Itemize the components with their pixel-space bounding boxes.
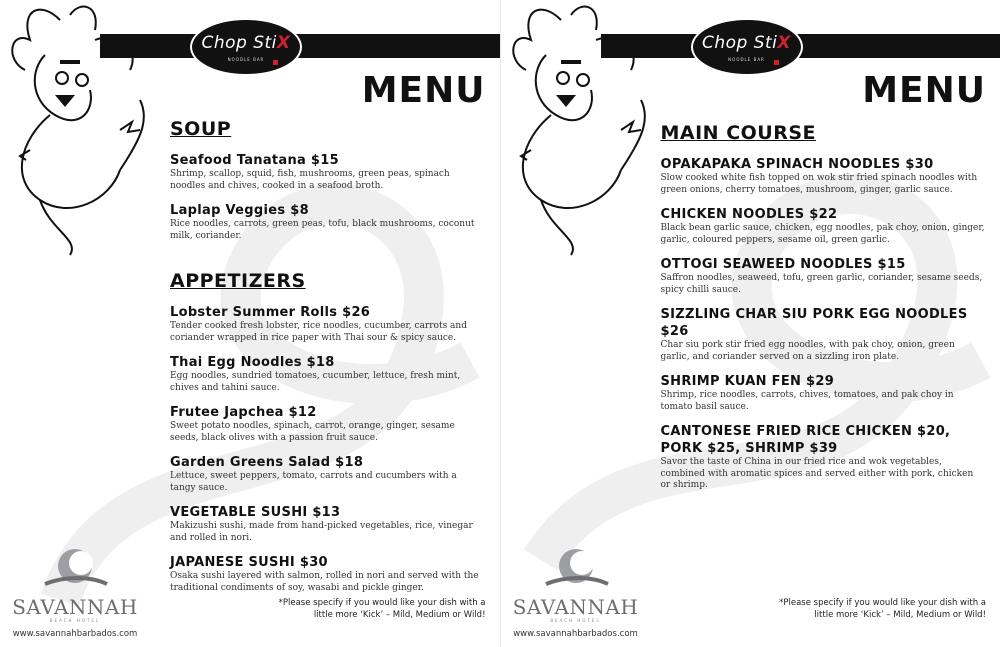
right-menu-content <box>661 122 986 502</box>
item-name: Seafood Tanatana $15 <box>170 153 339 168</box>
item-name: SIZZLING CHAR SIU PORK EGG NOODLES $26 <box>660 307 968 339</box>
menu-title: MENU <box>361 70 486 111</box>
menu-item <box>170 454 485 494</box>
item-name: OPAKAPAKA SPINACH NOODLES $30 <box>660 157 934 172</box>
menu-item <box>170 404 485 444</box>
item-name: OTTOGI SEAWEED NOODLES $15 <box>660 257 906 272</box>
section-title-soup: SOUP <box>170 118 232 140</box>
item-description: Shrimp, scallop, squid, fish, mushrooms, green peas, spinach noodles and chives, cooked in a seafood broth. <box>170 169 450 191</box>
item-name: VEGETABLE SUSHI $13 <box>170 505 341 520</box>
item-description: Lettuce, sweet peppers, tomato, carrots and cucumbers with a tangy sauce. <box>170 471 457 493</box>
item-description: Osaka sushi layered with salmon, rolled in nori and served with the traditional condiments of soy, wasabi and pickle ginger. <box>170 571 479 593</box>
menu-item <box>661 373 986 413</box>
item-description: Egg noodles, sundried tomatoes, cucumber, lettuce, fresh mint, chives and tahini sauce. <box>170 371 461 393</box>
hotel-subtitle: BEACH HOTEL <box>550 618 601 623</box>
savannah-swirl-icon <box>536 546 616 592</box>
hotel-name: SAVANNAH <box>12 595 138 619</box>
item-description: Black bean garlic sauce, chicken, egg noodles, pak choy, onion, ginger, garlic, coloured peppers, sesame oil, green garlic. <box>660 223 985 245</box>
menu-item <box>661 423 986 492</box>
menu-title: MENU <box>862 70 986 111</box>
item-name: Lobster Summer Rolls $26 <box>170 305 371 320</box>
item-description: Sweet potato noodles, spinach, carrot, orange, ginger, sesame seeds, black olives with a passion fruit sauce. <box>170 421 455 443</box>
dragon-illustration <box>0 0 168 262</box>
menu-item <box>170 504 485 544</box>
item-name: Garden Greens Salad $18 <box>170 455 364 470</box>
chopstix-logo: Chop StiX NOODLE BAR <box>190 18 302 76</box>
savannah-hotel-logo <box>513 546 639 639</box>
section-title-appetizers: APPETIZERS <box>170 270 306 292</box>
spice-note: *Please specify if you would like your dish with a little more ‘Kick’ – Mild, Medium or Wild! <box>779 598 986 620</box>
logo-subtitle: NOODLE BAR <box>227 57 265 62</box>
left-menu-content <box>170 118 485 604</box>
logo-red-mark <box>273 60 278 65</box>
menu-item <box>661 206 986 246</box>
item-name: CANTONESE FRIED RICE CHICKEN $20, PORK $25, SHRIMP $39 <box>660 424 951 456</box>
website-url: www.savannahbarbados.com <box>513 629 638 639</box>
menu-item <box>170 304 485 344</box>
savannah-swirl-icon <box>35 546 115 592</box>
hotel-subtitle: BEACH HOTEL <box>49 618 101 623</box>
dragon-illustration <box>501 0 669 262</box>
logo-red-mark <box>774 60 779 65</box>
menu-item <box>661 256 986 296</box>
item-description: Saffron noodles, seaweed, tofu, green garlic, coriander, sesame seeds, spicy chilli sauce. <box>660 273 983 295</box>
item-description: Shrimp, rice noodles, carrots, chives, tomatoes, and pak choy in tomato basil sauce. <box>660 390 954 412</box>
item-name: JAPANESE SUSHI $30 <box>170 555 328 570</box>
hotel-name: SAVANNAH <box>512 595 639 619</box>
menu-item <box>170 554 485 594</box>
item-name: Thai Egg Noodles $18 <box>170 355 335 370</box>
menu-page-right <box>500 0 1000 647</box>
menu-item <box>170 354 485 394</box>
item-name: CHICKEN NOODLES $22 <box>660 207 838 222</box>
website-url: www.savannahbarbados.com <box>12 629 138 639</box>
spice-note: *Please specify if you would like your dish with a little more ‘Kick’ – Mild, Medium or Wild! <box>278 598 486 620</box>
item-name: Laplap Veggies $8 <box>170 203 309 218</box>
item-description: Slow cooked white fish topped on wok stir fried spinach noodles with green onions, cherry tomatoes, mushroom, ginger, garlic sauce. <box>660 173 978 195</box>
menu-item <box>170 202 485 242</box>
item-name: SHRIMP KUAN FEN $29 <box>660 374 835 389</box>
item-description: Tender cooked fresh lobster, rice noodles, cucumber, carrots and coriander wrapped in rice paper with Thai sour & spicy sauce. <box>170 321 467 343</box>
menu-item <box>661 156 986 196</box>
menu-item <box>170 152 485 192</box>
item-description: Savor the taste of China in our fried rice and wok vegetables, combined with aromatic spices and served either with pork, chicken or shrimp. <box>660 457 974 490</box>
menu-item <box>661 306 986 363</box>
chopstix-logo: Chop StiX NOODLE BAR <box>691 18 803 76</box>
section-title-main-course: MAIN COURSE <box>660 122 817 144</box>
item-description: Char siu pork stir fried egg noodles, with pak choy, onion, green garlic, and coriander served on a sizzling iron plate. <box>660 340 955 362</box>
item-description: Makizushi sushi, made from hand-picked vegetables, rice, vinegar and rolled in nori. <box>170 521 473 543</box>
item-description: Rice noodles, carrots, green peas, tofu, black mushrooms, coconut milk, coriander. <box>170 219 475 241</box>
item-name: Frutee Japchea $12 <box>170 405 317 420</box>
logo-subtitle: NOODLE BAR <box>728 57 765 62</box>
savannah-hotel-logo <box>12 546 138 639</box>
